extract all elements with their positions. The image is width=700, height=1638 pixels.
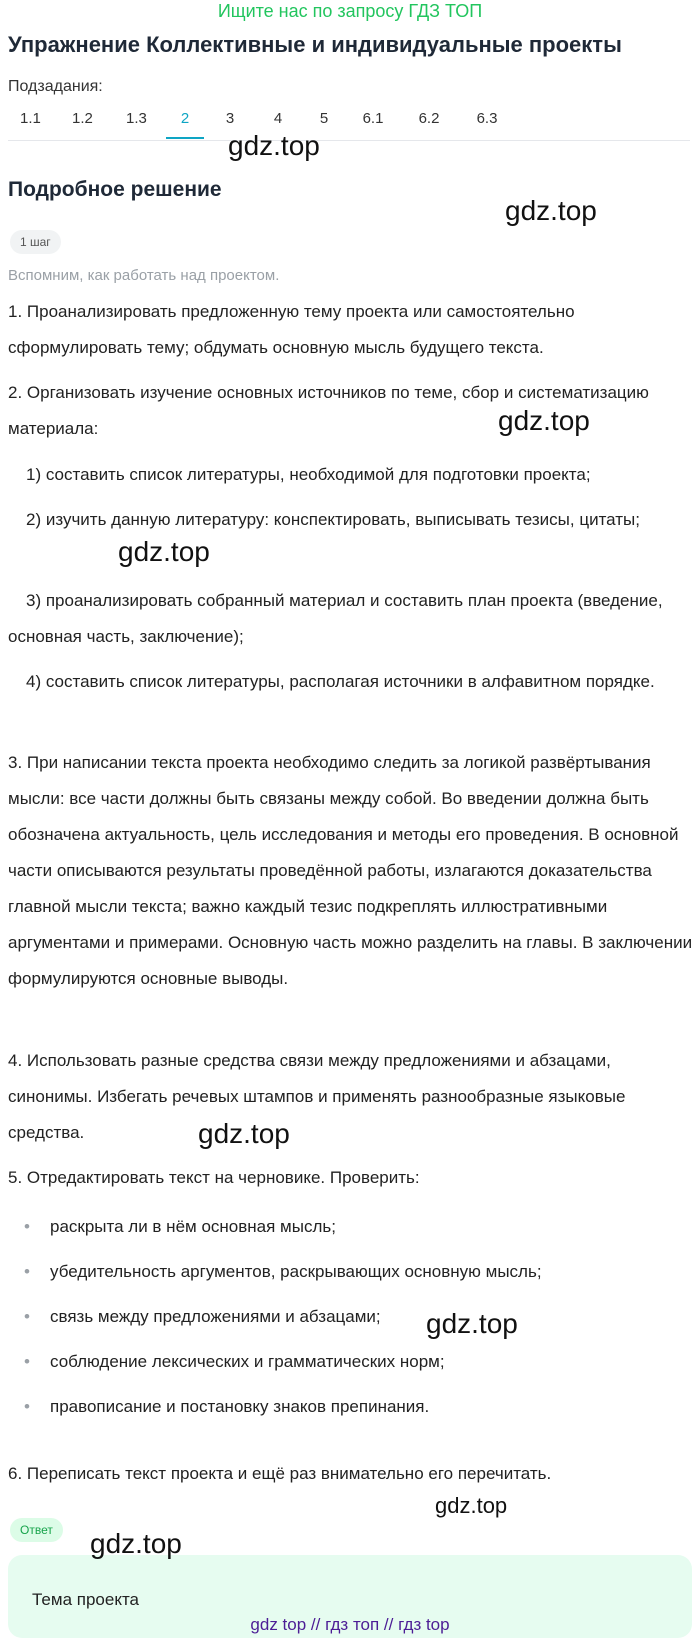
bullet-icon: • bbox=[24, 1217, 30, 1236]
tab-3[interactable]: 3 bbox=[225, 110, 235, 127]
tab-6-1[interactable]: 6.1 bbox=[362, 110, 384, 127]
promo-banner[interactable]: Ищите нас по запросу ГДЗ ТОП bbox=[217, 1, 483, 21]
paragraph-2-1: 1) составить список литературы, необходимой для подготовки проекта; bbox=[26, 465, 591, 484]
bullet-icon: • bbox=[24, 1262, 30, 1281]
paragraph-2-4: 4) составить список литературы, располагая источники в алфавитном порядке. bbox=[26, 672, 655, 691]
bullet-icon: • bbox=[24, 1397, 30, 1416]
watermark: gdz.top bbox=[505, 195, 597, 226]
bullet-icon: • bbox=[24, 1307, 30, 1326]
step-badge: 1 шаг bbox=[10, 230, 61, 254]
paragraph-5: 5. Отредактировать текст на черновике. Проверить: bbox=[8, 1168, 420, 1187]
watermark: gdz.top bbox=[198, 1118, 290, 1149]
tab-6-3[interactable]: 6.3 bbox=[476, 110, 498, 127]
tab-2[interactable]: 2 bbox=[166, 104, 204, 139]
tab-1-3[interactable]: 1.3 bbox=[126, 110, 147, 127]
paragraph-2-3: 3) проанализировать собранный материал и составить план проекта (введение, основная часть, заключение); bbox=[8, 591, 663, 646]
list-item-text: раскрыта ли в нём основная мысль; bbox=[50, 1217, 336, 1236]
watermark: gdz.top bbox=[426, 1308, 518, 1339]
paragraph-1: 1. Проанализировать предложенную тему проекта или самостоятельно сформулировать тему; обдумать основную мысль будущего текста. bbox=[8, 302, 575, 357]
list-item-text: правописание и постановку знаков препинания. bbox=[50, 1397, 430, 1416]
list-item-text: убедительность аргументов, раскрывающих основную мысль; bbox=[50, 1262, 542, 1281]
subtasks-label: Подзадания: bbox=[8, 78, 103, 95]
page-title: Упражнение Коллективные и индивидуальные проекты bbox=[8, 32, 622, 57]
list-item-text: связь между предложениями и абзацами; bbox=[50, 1307, 381, 1326]
answer-text: Тема проекта bbox=[32, 1590, 139, 1609]
subtask-tabs bbox=[8, 104, 690, 141]
answer-badge: Ответ bbox=[10, 1518, 63, 1542]
footer-links[interactable]: gdz top // гдз топ // гдз top bbox=[250, 1615, 450, 1634]
tab-1-2[interactable]: 1.2 bbox=[72, 110, 93, 127]
paragraph-4: 4. Использовать разные средства связи между предложениями и абзацами, синонимы. Избегать речевых штампов и применять разнообразные языковые средства. bbox=[8, 1051, 626, 1142]
solution-heading: Подробное решение bbox=[8, 178, 222, 201]
watermark: gdz.top bbox=[435, 1493, 508, 1518]
tab-4[interactable]: 4 bbox=[273, 110, 283, 127]
hint-text: Вспомним, как работать над проектом. bbox=[8, 267, 280, 284]
tab-1-1[interactable]: 1.1 bbox=[20, 110, 41, 127]
tab-5[interactable]: 5 bbox=[319, 110, 329, 127]
watermark: gdz.top bbox=[228, 130, 320, 161]
paragraph-2: 2. Организовать изучение основных источников по теме, сбор и систематизацию материала: bbox=[8, 383, 649, 438]
paragraph-3: 3. При написании текста проекта необходимо следить за логикой развёртывания мысли: все части должны быть связаны между собой. Во введении должна быть обозначена актуальность, цель исследования и методы его проведения. В основной части описываются результаты проведённой работы, излагаются доказательства главной мысли текста; важно каждый тезис подкреплять иллюстративными аргументами и примерами. Основную часть можно разделить на главы. В заключении формулируются основные выводы. bbox=[8, 753, 693, 988]
tab-6-2[interactable]: 6.2 bbox=[418, 110, 440, 127]
watermark: gdz.top bbox=[118, 536, 210, 567]
list-item-text: соблюдение лексических и грамматических норм; bbox=[50, 1352, 445, 1371]
watermark: gdz.top bbox=[90, 1528, 182, 1559]
paragraph-6: 6. Переписать текст проекта и ещё раз внимательно его перечитать. bbox=[8, 1464, 552, 1483]
paragraph-2-2: 2) изучить данную литературу: конспектировать, выписывать тезисы, цитаты; bbox=[26, 510, 640, 529]
bullet-icon: • bbox=[24, 1352, 30, 1371]
watermark: gdz.top bbox=[498, 405, 590, 436]
